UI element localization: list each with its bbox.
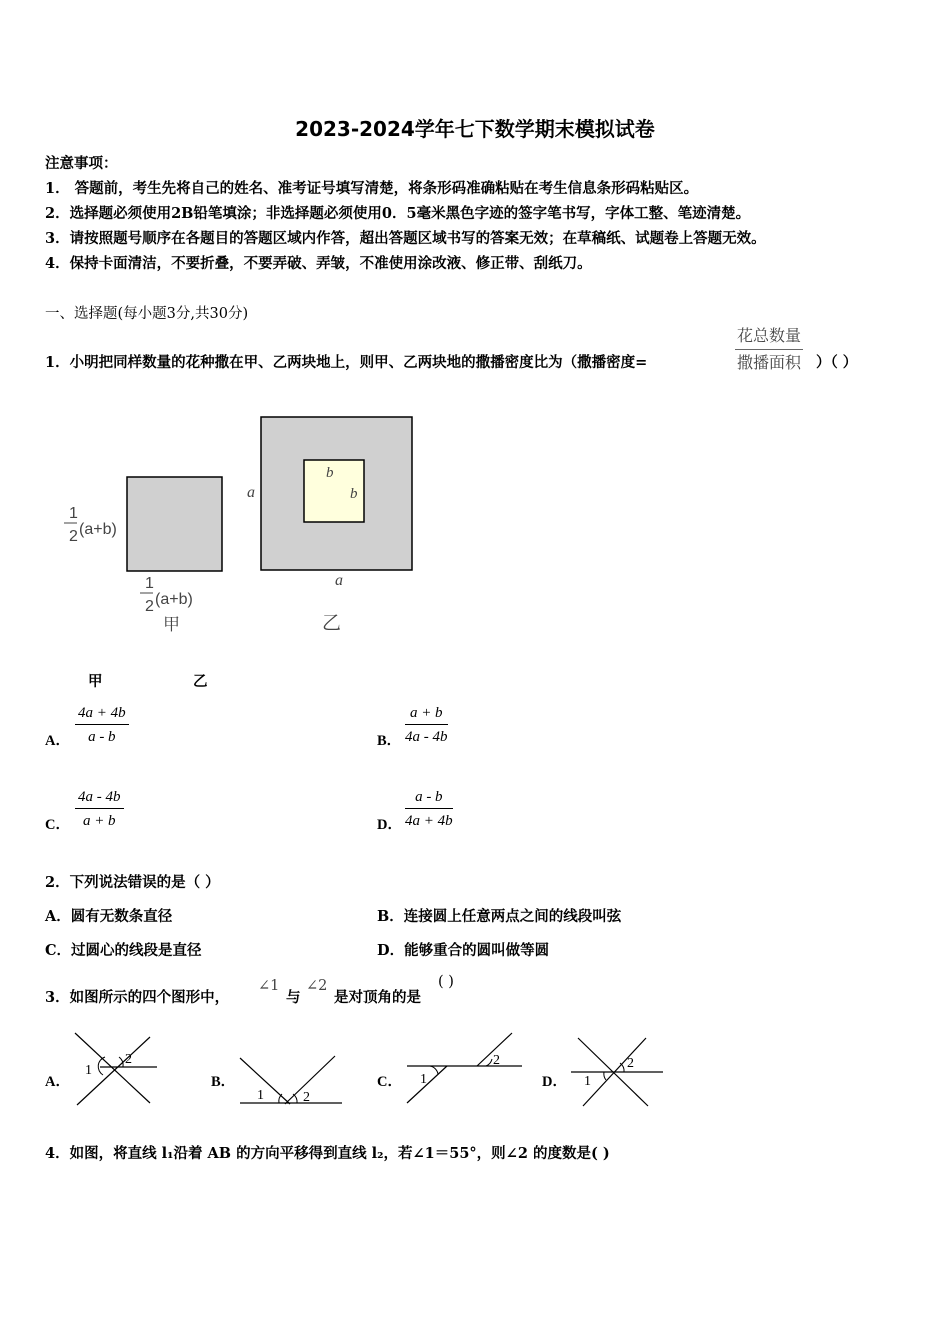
q2-option-d: D．能够重合的圆叫做等圆 [377,942,550,959]
q1-option-b-den: 4a - 4b [405,729,448,745]
notice-item-3: 3．请按照题号顺序在各题目的答题区域内作答，超出答题区域书写的答案无效；在草稿纸、试题卷上答题无效。 [45,230,766,247]
page-title: 2023-2024学年七下数学期末模拟试卷 [295,117,655,141]
left-frac-num: 1 [69,505,78,522]
q2-text: 2．下列说法错误的是（ ） [45,874,220,891]
notice-item-4: 4．保持卡面清洁，不要折叠，不要弄破、弄皱，不准使用涂改液、修正带、刮纸刀。 [45,255,592,272]
q3-figure-d [568,1030,668,1110]
q1-text: 1．小明把同样数量的花种撒在甲、乙两块地上，则甲、乙两块地的撒播密度比为（撒播密度= [45,354,648,371]
q3-text-a: 3．如图所示的四个图形中， [45,989,230,1006]
left-frac-tail: (a+b) [79,521,117,538]
q3d-mark-2: 2 [627,1056,634,1071]
q3c-mark-1: 1 [420,1072,427,1087]
section-heading: 一、选择题(每小题3分,共30分) [45,306,249,322]
q3-figure-a [65,1025,165,1110]
q2-option-a: A．圆有无数条直径 [45,908,173,925]
q2-option-b: B．连接圆上任意两点之间的线段叫弦 [377,908,622,925]
label-jia: 甲 [163,615,180,635]
q3b-mark-1: 1 [257,1088,264,1103]
q1-option-b-frac [405,702,448,749]
q3a-mark-1: 1 [85,1063,92,1078]
label-a-side: a [247,484,255,501]
notice-item-2: 2．选择题必须使用2B铅笔填涂；非选择题必须使用0．5毫米黑色字迹的签字笔书写，字体工整、笔迹清楚。 [45,205,751,222]
label-a-bottom: a [335,572,343,589]
notice-item-1: 1． 答题前，考生先将自己的姓名、准考证号填写清楚，将条形码准确粘贴在考生信息条形码粘贴区。 [45,180,699,197]
q1-option-c-frac [75,786,124,833]
bottom-frac-num: 1 [145,575,154,592]
q3-text-b: 是对顶角的是 [334,989,421,1006]
q1-option-a-label: A． [45,733,70,749]
q3c-mark-2: 2 [493,1053,500,1068]
q1-option-d-num: a - b [405,786,453,809]
notice-heading: 注意事项： [45,155,118,172]
label-b-right: b [350,486,358,502]
q3b-mark-2: 2 [303,1090,310,1105]
q3-figure-c [402,1028,527,1108]
q1-tail: ）（ ） [816,354,858,371]
label-b-top: b [326,465,334,481]
q3-paren: ( ) [438,974,454,990]
q3-mid: 与 [286,989,301,1006]
q3-option-c-label: C． [377,1074,402,1090]
q1-option-b-label: B． [377,733,402,749]
bottom-frac-tail: (a+b) [155,591,193,608]
q1-option-c-num: 4a - 4b [75,786,124,809]
q3a-mark-2: 2 [125,1052,132,1067]
q3-figure-b [235,1050,345,1110]
q1-option-c-label: C． [45,817,70,833]
field-jia [127,477,222,571]
q1-option-a-den: a - b [88,729,116,745]
q1-option-a-num: 4a + 4b [75,702,129,725]
q3-angle2: ∠2 [306,978,328,994]
q1-frac-num: 花总数量 [735,323,803,350]
q3-option-a-label: A． [45,1074,70,1090]
q3-angle1: ∠1 [258,978,280,994]
q1-density-fraction [735,323,803,376]
q1-option-d-label: D． [377,817,402,833]
q1-option-b-num: a + b [405,702,448,725]
caption-yi: 乙 [193,673,208,690]
q1-option-d-den: 4a + 4b [405,813,453,829]
q4-text: 4．如图，将直线 l₁沿着 AB 的方向平移得到直线 l₂，若∠1＝55°，则∠2 的度数是( ) [45,1145,610,1162]
q1-frac-den: 撒播面积 [737,353,802,372]
q3-option-d-label: D． [542,1074,567,1090]
label-yi: 乙 [322,612,342,634]
q2-option-c: C．过圆心的线段是直径 [45,942,202,959]
q1-option-c-den: a + b [82,813,116,829]
q1-option-d-frac [405,786,453,833]
q1-option-a-frac [75,702,129,749]
q3-option-b-label: B． [211,1074,236,1090]
q1-figure [55,405,430,645]
bottom-frac-den: 2 [145,598,154,615]
q3d-mark-1: 1 [584,1074,591,1089]
left-frac-den: 2 [69,528,78,545]
caption-jia: 甲 [88,673,103,690]
